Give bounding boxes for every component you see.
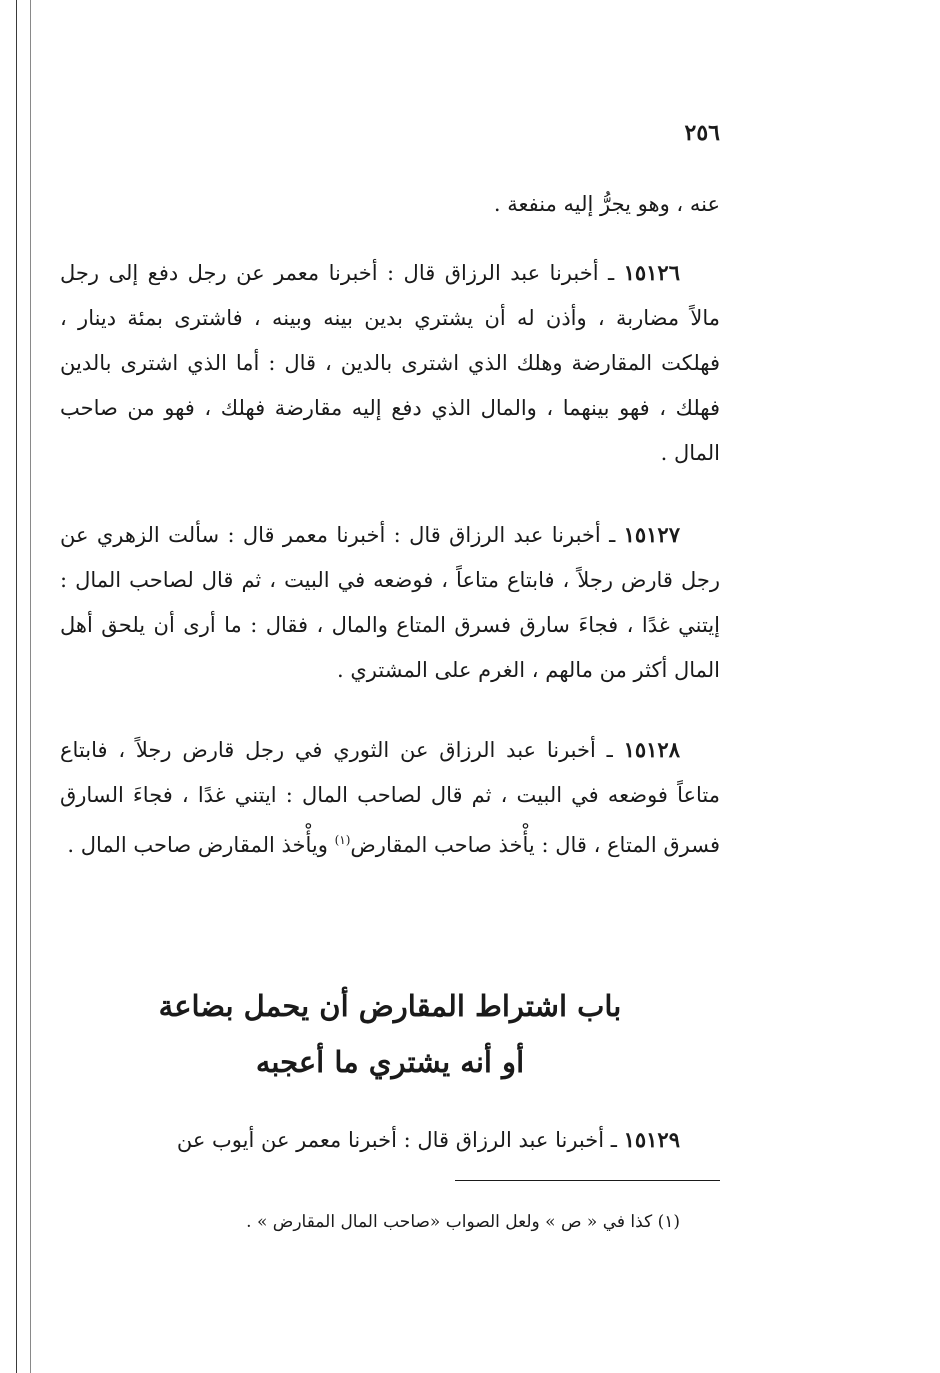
binding-edge-line [16,0,17,1373]
hadith-number: ١٥١٢٩ [623,1127,680,1152]
hadith-number: ١٥١٢٨ [623,737,680,762]
binding-edge-line-faint [30,0,31,1373]
chapter-heading-line-1: باب اشتراط المقارض أن يحمل بضاعة [158,989,622,1023]
footnote-divider [455,1180,720,1181]
hadith-text: أخبرنا عبد الرزاق قال : أخبرنا معمر عن رجل دفع إلى رجل مالاً مضاربة ، وأذن له أن يشتري بدين بينه وبينه ، فاشترى بمئة دينار ، فهلكت المقارضة وهلك الذي اشترى بالدين ، قال : أما الذي اشترى بالدين فهلك ، فهو بينهما ، والمال الذي دفع إليه مقارضة فهلك ، فهو من صاحب المال . [60,261,720,465]
book-page [60,0,720,1373]
dash: ـ [609,523,616,547]
hadith-text: أخبرنا عبد الرزاق قال : أخبرنا معمر قال : سألت الزهري عن رجل قارض رجلاً ، فابتاع متاعاً ، فوضعه في البيت ، ثم قال لصاحب المال : إيتني غدًا ، فجاءَ سارق فسرق المتاع والمال ، فقال : ما أرى أن يلحق أهل المال أكثر من مالهم ، الغرم على المشتري . [60,523,720,682]
continuation-paragraph [60,182,720,227]
footnote-marker: (١) [657,1212,680,1232]
hadith-15128 [60,727,720,868]
dash: ـ [607,261,615,285]
hadith-15126 [60,250,720,476]
hadith-text: أخبرنا عبد الرزاق عن الثوري في رجل قارض رجلاً ، فابتاع متاعاً فوضعه في البيت ، ثم قال لصاحب المال : ايتني غدًا ، فجاءَ السارق فسرق المتاع ، قال : يأْخذ صاحب المقارض [60,738,720,857]
continuation-text: عنه ، وهو يجرُّ إليه منفعة . [493,192,720,216]
footnote [60,1207,680,1237]
chapter-heading [60,978,720,1090]
chapter-heading-line-2: أو أنه يشتري ما أعجبه [255,1045,525,1079]
footnote-reference: (١) [334,833,351,847]
hadith-number: ١٥١٢٧ [623,522,680,547]
hadith-15127 [60,512,720,693]
hadith-text: أخبرنا عبد الرزاق قال : أخبرنا معمر عن أيوب عن [176,1128,605,1152]
hadith-15129 [60,1117,720,1163]
hadith-number: ١٥١٢٦ [623,260,680,285]
page-number: ٢٥٦ [684,120,720,146]
footnote-text: كذا في « ص » ولعل الصواب «صاحب المال المقارض » . [246,1212,653,1232]
hadith-text-continued: ويأْخذ المقارض صاحب المال . [67,833,328,857]
dash: ـ [606,738,613,762]
dash: ـ [610,1128,617,1152]
